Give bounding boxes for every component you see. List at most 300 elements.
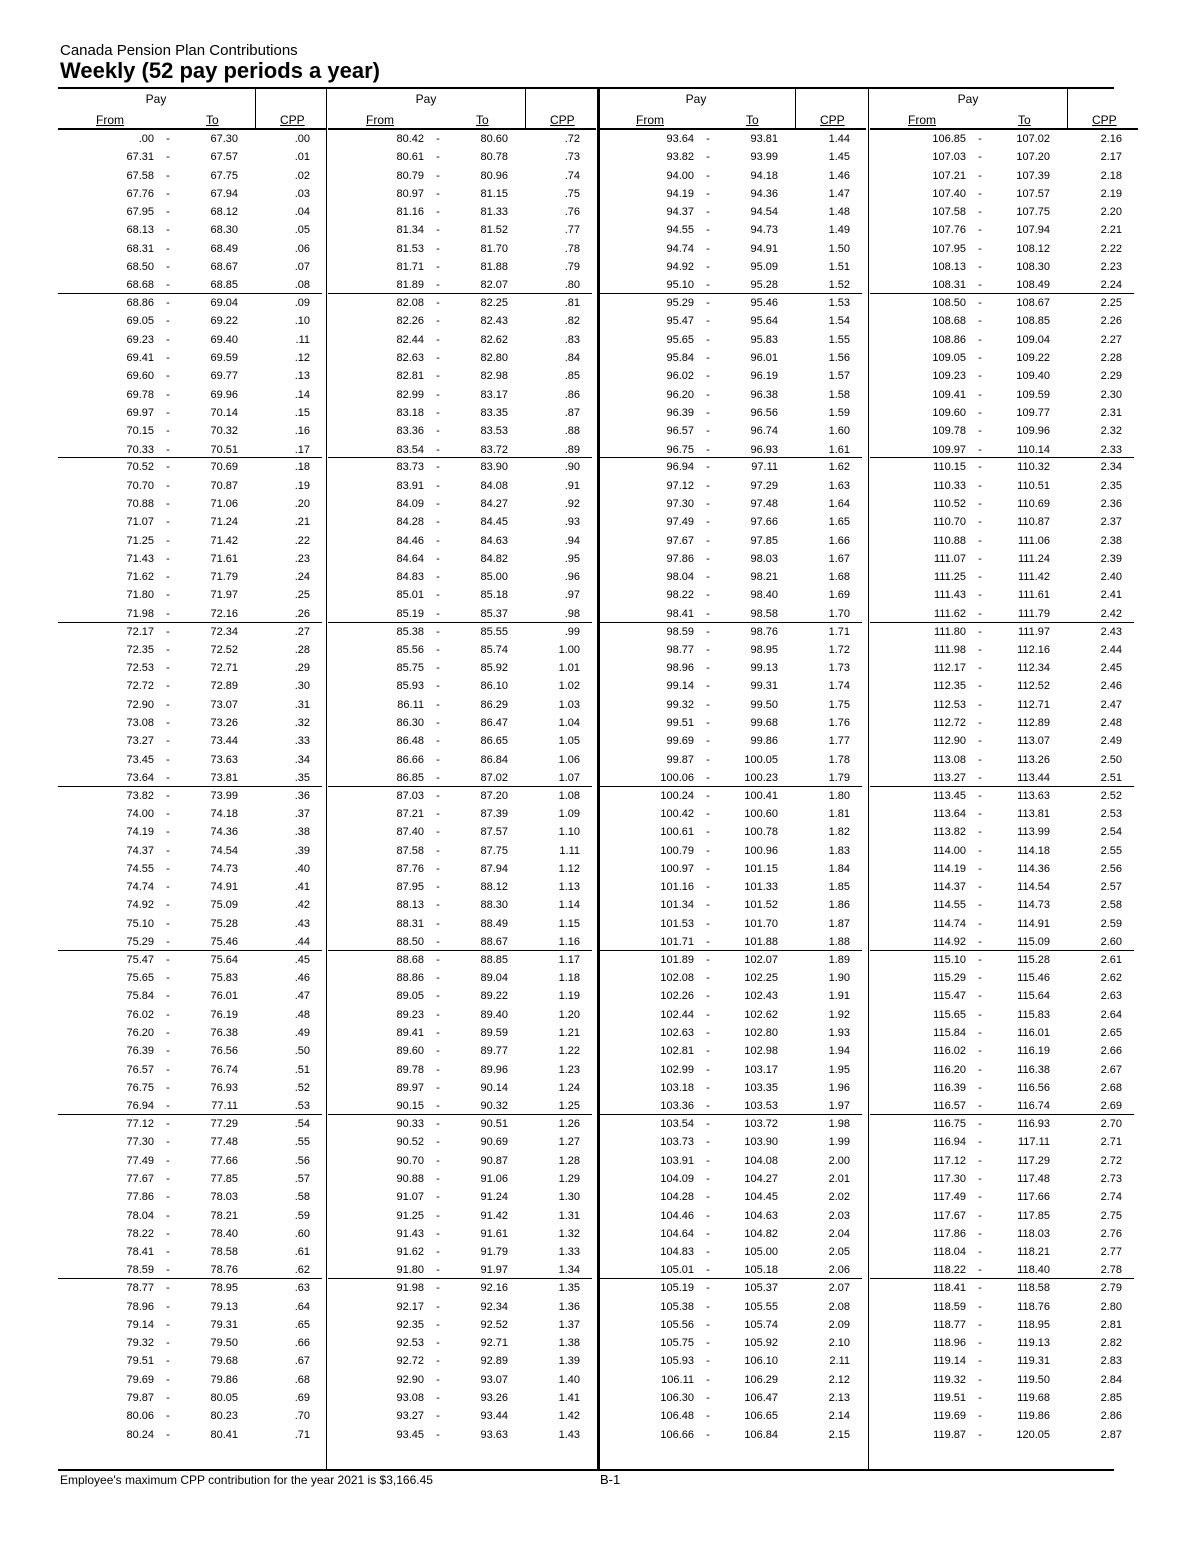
to-value: 119.50 [1017, 1373, 1050, 1386]
cpp-value: 1.26 [558, 1118, 580, 1131]
cpp-value: .55 [294, 1136, 310, 1149]
cpp-value: 2.69 [1100, 1100, 1122, 1113]
range-dash: - [436, 151, 440, 164]
range-dash: - [978, 1172, 982, 1185]
to-value: 83.35 [480, 406, 508, 419]
range-dash: - [706, 1045, 710, 1058]
from-value: 108.68 [932, 315, 966, 328]
range-dash: - [166, 589, 170, 602]
from-value: 108.50 [932, 297, 966, 310]
to-value: 114.73 [1017, 899, 1050, 912]
cpp-value: .22 [294, 534, 310, 547]
range-dash: - [166, 899, 170, 912]
from-value: 97.67 [666, 534, 694, 547]
range-dash: - [166, 735, 170, 748]
from-value: 90.33 [396, 1118, 424, 1131]
table-row [870, 805, 1134, 823]
from-value: 102.08 [660, 972, 694, 985]
from-value: 85.75 [396, 662, 424, 675]
range-dash: - [978, 936, 982, 949]
cpp-value: 1.59 [828, 406, 850, 419]
range-dash: - [706, 425, 710, 438]
range-dash: - [436, 607, 440, 620]
cpp-value: 2.60 [1100, 936, 1122, 949]
to-value: 67.75 [210, 169, 238, 182]
cpp-value: .18 [294, 461, 310, 474]
to-value: 93.26 [480, 1391, 508, 1404]
range-dash: - [436, 625, 440, 638]
range-dash: - [706, 698, 710, 711]
cpp-value: .73 [564, 151, 580, 164]
to-value: 76.01 [210, 990, 238, 1003]
cpp-value: 1.90 [828, 972, 850, 985]
from-value: 69.05 [126, 315, 154, 328]
cpp-value: 1.50 [828, 242, 850, 255]
table-row [58, 550, 322, 568]
to-value: 97.66 [750, 516, 778, 529]
from-value: 91.25 [396, 1209, 424, 1222]
from-value: 116.75 [933, 1118, 966, 1131]
from-value: 113.45 [933, 789, 966, 802]
to-value: 81.33 [480, 206, 508, 219]
to-value: 119.31 [1017, 1355, 1050, 1368]
to-value: 90.32 [480, 1100, 508, 1113]
to-value: 91.06 [480, 1172, 508, 1185]
range-dash: - [166, 187, 170, 200]
range-dash: - [166, 990, 170, 1003]
from-value: 70.52 [126, 461, 154, 474]
from-value: 93.08 [396, 1391, 424, 1404]
to-value: 87.57 [480, 826, 508, 839]
from-value: 115.65 [933, 1008, 966, 1021]
range-dash: - [436, 1391, 440, 1404]
cpp-value: 2.85 [1100, 1391, 1122, 1404]
to-value: 96.38 [750, 388, 778, 401]
cpp-value: 2.54 [1100, 826, 1122, 839]
cpp-value: .82 [564, 315, 580, 328]
to-value: 101.88 [744, 936, 778, 949]
to-value: 78.58 [210, 1246, 238, 1259]
document-title: Canada Pension Plan Contributions [60, 42, 298, 59]
to-value: 93.81 [750, 133, 778, 145]
from-value: 97.30 [666, 497, 694, 510]
from-value: 82.08 [396, 297, 424, 310]
to-value: 105.00 [744, 1246, 778, 1259]
table-row [870, 203, 1134, 221]
to-value: 111.61 [1017, 589, 1050, 602]
to-value: 74.18 [210, 807, 238, 820]
from-value: 100.79 [660, 844, 694, 857]
from-value: 96.20 [666, 388, 694, 401]
table-row [58, 367, 322, 385]
to-value: 85.37 [480, 607, 508, 620]
cpp-value: .90 [564, 461, 580, 474]
table-row [598, 1097, 862, 1115]
range-dash: - [436, 479, 440, 492]
cpp-value: 1.78 [828, 753, 850, 766]
range-dash: - [436, 370, 440, 383]
from-value: 111.98 [933, 643, 966, 656]
from-value: 91.07 [396, 1191, 424, 1204]
to-value: 113.81 [1017, 807, 1050, 820]
cpp-value: 2.42 [1100, 607, 1122, 620]
from-value: 107.95 [932, 242, 966, 255]
cpp-value: 1.15 [558, 917, 580, 930]
to-value: 80.96 [480, 169, 508, 182]
range-dash: - [166, 497, 170, 510]
range-dash: - [978, 479, 982, 492]
table-row [870, 896, 1134, 914]
range-dash: - [166, 862, 170, 875]
cpp-value: 2.44 [1100, 643, 1122, 656]
cpp-value: 1.67 [828, 552, 850, 565]
cpp-value: 1.34 [558, 1264, 580, 1277]
range-dash: - [166, 1391, 170, 1404]
from-value: 114.37 [933, 881, 966, 894]
to-value: 109.22 [1016, 352, 1050, 365]
range-dash: - [436, 1410, 440, 1423]
table-row [328, 532, 592, 550]
cpp-value: 1.42 [558, 1410, 580, 1423]
cpp-value: 2.01 [828, 1172, 850, 1185]
cpp-value: 2.07 [828, 1282, 850, 1295]
from-value: 79.51 [126, 1355, 154, 1368]
range-dash: - [706, 1337, 710, 1350]
to-value: 107.20 [1016, 151, 1050, 164]
to-value: 109.96 [1016, 425, 1050, 438]
table-row [328, 1079, 592, 1097]
to-value: 82.43 [480, 315, 508, 328]
table-row [328, 422, 592, 440]
range-dash: - [978, 953, 982, 966]
pay-header: Pay [957, 92, 979, 106]
to-value: 112.71 [1017, 698, 1050, 711]
from-value: 96.57 [666, 425, 694, 438]
range-dash: - [166, 169, 170, 182]
to-value: 109.40 [1016, 370, 1050, 383]
range-dash: - [166, 1118, 170, 1131]
to-value: 93.99 [750, 151, 778, 164]
range-dash: - [706, 1246, 710, 1259]
table-row [58, 221, 322, 239]
from-value: 98.04 [666, 571, 694, 584]
cpp-value: .83 [564, 333, 580, 346]
cpp-header: CPP [550, 113, 575, 127]
cpp-value: 1.68 [828, 571, 850, 584]
table-row [870, 787, 1134, 805]
table-row [598, 367, 862, 385]
table-row [58, 696, 322, 714]
range-dash: - [706, 1373, 710, 1386]
to-value: 86.29 [480, 698, 508, 711]
table-row [598, 240, 862, 258]
from-value: 107.40 [932, 187, 966, 200]
table-row [870, 495, 1134, 513]
to-value: 73.07 [210, 698, 238, 711]
cpp-value: 2.27 [1100, 333, 1122, 346]
table-row [870, 1243, 1134, 1261]
to-value: 79.31 [210, 1318, 238, 1331]
to-value: 98.95 [750, 643, 778, 656]
to-value: 107.57 [1016, 187, 1050, 200]
cpp-value: 2.32 [1100, 425, 1122, 438]
cpp-value: 1.72 [828, 643, 850, 656]
from-value: 102.26 [660, 990, 694, 1003]
table-row [598, 312, 862, 330]
table-panel [328, 89, 596, 1441]
range-dash: - [166, 315, 170, 328]
range-dash: - [978, 224, 982, 237]
cpp-value: 1.20 [558, 1008, 580, 1021]
cpp-value: 1.46 [828, 169, 850, 182]
cpp-value: .37 [294, 807, 310, 820]
from-value: 117.86 [933, 1227, 966, 1240]
to-value: 102.98 [744, 1045, 778, 1058]
range-dash: - [436, 571, 440, 584]
table-row [870, 1426, 1134, 1444]
range-dash: - [978, 643, 982, 656]
range-dash: - [978, 1063, 982, 1076]
to-value: 79.50 [210, 1337, 238, 1350]
to-value: 71.06 [210, 497, 238, 510]
to-value: 111.79 [1017, 607, 1050, 620]
table-row [598, 823, 862, 841]
cpp-value: 2.33 [1100, 443, 1122, 456]
to-value: 112.34 [1017, 662, 1050, 675]
to-value: 96.01 [750, 352, 778, 365]
to-value: 117.11 [1017, 1136, 1050, 1149]
to-value: 115.83 [1017, 1008, 1050, 1021]
from-value: 90.70 [396, 1154, 424, 1167]
table-row [328, 1042, 592, 1060]
range-dash: - [978, 1081, 982, 1094]
cpp-value: .68 [294, 1373, 310, 1386]
from-value: 116.94 [933, 1136, 966, 1149]
cpp-value: 1.79 [828, 771, 850, 784]
table-row [870, 1352, 1134, 1370]
cpp-value: 1.03 [558, 698, 580, 711]
range-dash: - [706, 680, 710, 693]
cpp-value: .87 [564, 406, 580, 419]
table-row [58, 258, 322, 276]
from-value: 84.83 [396, 571, 424, 584]
range-dash: - [436, 552, 440, 565]
to-value: 112.89 [1017, 717, 1050, 729]
cpp-value: 1.85 [828, 881, 850, 894]
from-value: 105.19 [660, 1282, 694, 1295]
range-dash: - [706, 789, 710, 802]
cpp-value: 1.66 [828, 534, 850, 547]
to-value: 93.07 [480, 1373, 508, 1386]
to-value: 111.06 [1017, 534, 1050, 547]
cpp-value: .06 [294, 242, 310, 255]
table-row [58, 1316, 322, 1334]
cpp-value: 2.48 [1100, 717, 1122, 729]
range-dash: - [166, 1172, 170, 1185]
range-dash: - [978, 406, 982, 419]
range-dash: - [706, 1282, 710, 1295]
table-row [598, 751, 862, 769]
cpp-value: 2.58 [1100, 899, 1122, 912]
table-row [58, 1207, 322, 1225]
from-value: 86.66 [396, 753, 424, 766]
cpp-value: .07 [294, 261, 310, 274]
from-value: 77.86 [126, 1191, 154, 1204]
from-value: 71.62 [126, 571, 154, 584]
from-value: 68.86 [126, 297, 154, 310]
cpp-value: 1.05 [558, 735, 580, 748]
cpp-value: .75 [564, 187, 580, 200]
to-value: 100.96 [744, 844, 778, 857]
panel-header [58, 89, 326, 129]
cpp-value: .20 [294, 497, 310, 510]
table-row [598, 148, 862, 166]
cpp-value: 1.75 [828, 698, 850, 711]
from-value: 82.81 [396, 370, 424, 383]
to-value: 116.74 [1017, 1100, 1050, 1113]
table-row [58, 987, 322, 1005]
cpp-value: 1.41 [558, 1391, 580, 1404]
from-value: 102.99 [660, 1063, 694, 1076]
range-dash: - [706, 206, 710, 219]
from-value: 111.62 [933, 607, 966, 620]
range-dash: - [978, 1246, 982, 1259]
range-dash: - [166, 1355, 170, 1368]
cpp-value: 2.12 [828, 1373, 850, 1386]
from-value: 95.84 [666, 352, 694, 365]
table-row [58, 349, 322, 367]
from-value: 117.12 [933, 1154, 966, 1167]
to-value: 81.88 [480, 261, 508, 274]
pay-header: Pay [685, 92, 707, 106]
to-value: 78.95 [210, 1282, 238, 1295]
from-value: 72.17 [126, 625, 154, 638]
to-value: 101.33 [744, 881, 778, 894]
range-dash: - [706, 370, 710, 383]
to-value: 100.60 [744, 807, 778, 820]
table-row [58, 1061, 322, 1079]
cpp-value: 2.38 [1100, 534, 1122, 547]
table-row [598, 477, 862, 495]
bottom-rule [58, 1469, 1114, 1471]
to-value: 111.24 [1017, 552, 1050, 565]
range-dash: - [706, 571, 710, 584]
cpp-value: 2.66 [1100, 1045, 1122, 1058]
from-value: 85.56 [396, 643, 424, 656]
cpp-value: 1.27 [558, 1136, 580, 1149]
from-value: 111.80 [933, 625, 966, 638]
table-row [328, 987, 592, 1005]
from-value: 90.15 [396, 1100, 424, 1113]
from-value: 111.07 [933, 552, 966, 565]
range-dash: - [436, 917, 440, 930]
from-value: 100.06 [660, 771, 694, 784]
range-dash: - [978, 1118, 982, 1131]
from-value: 94.37 [666, 206, 694, 219]
to-value: 82.98 [480, 370, 508, 383]
to-value: 84.27 [480, 497, 508, 510]
from-value: 99.32 [666, 698, 694, 711]
table-row [328, 732, 592, 750]
to-value: 78.21 [210, 1209, 238, 1222]
cpp-value: 2.31 [1100, 406, 1122, 419]
from-value: 118.77 [933, 1318, 966, 1331]
from-value: 109.23 [932, 370, 966, 383]
cpp-value: .38 [294, 826, 310, 839]
from-value: 80.97 [396, 187, 424, 200]
range-dash: - [978, 1355, 982, 1368]
cpp-value: .12 [294, 352, 310, 365]
from-value: 77.49 [126, 1154, 154, 1167]
range-dash: - [436, 1081, 440, 1094]
range-dash: - [978, 789, 982, 802]
cpp-value: 1.62 [828, 461, 850, 474]
to-value: 117.29 [1017, 1154, 1050, 1167]
range-dash: - [706, 662, 710, 675]
from-value: 71.43 [126, 552, 154, 565]
table-row [870, 915, 1134, 933]
cpp-value: 1.91 [828, 990, 850, 1003]
from-value: 81.53 [396, 242, 424, 255]
from-value: 97.86 [666, 552, 694, 565]
table-row [870, 677, 1134, 695]
to-value: 114.91 [1017, 917, 1050, 930]
range-dash: - [436, 789, 440, 802]
table-row [598, 422, 862, 440]
range-dash: - [706, 461, 710, 474]
cpp-value: 2.86 [1100, 1410, 1122, 1423]
table-row [58, 969, 322, 987]
table-row [58, 641, 322, 659]
from-value: 88.13 [396, 899, 424, 912]
table-row [58, 1334, 322, 1352]
to-value: 75.83 [210, 972, 238, 985]
to-value: 84.45 [480, 516, 508, 529]
range-dash: - [166, 1300, 170, 1313]
range-dash: - [706, 1154, 710, 1167]
cpp-value: 1.30 [558, 1191, 580, 1204]
from-value: 67.58 [126, 169, 154, 182]
from-value: 86.30 [396, 717, 424, 729]
to-value: 118.76 [1017, 1300, 1050, 1313]
cpp-value: .15 [294, 406, 310, 419]
cpp-value: 2.16 [1100, 133, 1122, 145]
to-value: 116.38 [1017, 1063, 1050, 1076]
cpp-value: 1.17 [558, 953, 580, 966]
table-row [328, 1298, 592, 1316]
table-row [870, 1170, 1134, 1188]
to-value: 72.89 [210, 680, 238, 693]
table-row [598, 1042, 862, 1060]
to-value: 109.77 [1016, 406, 1050, 419]
range-dash: - [706, 771, 710, 784]
from-value: 108.13 [932, 261, 966, 274]
from-value: 97.49 [666, 516, 694, 529]
range-dash: - [436, 1318, 440, 1331]
to-value: 98.21 [750, 571, 778, 584]
cpp-value: 2.82 [1100, 1337, 1122, 1350]
table-row [328, 458, 592, 476]
range-dash: - [706, 1391, 710, 1404]
to-value: 99.68 [750, 717, 778, 729]
from-value: 80.24 [126, 1428, 154, 1441]
to-value: 103.35 [744, 1081, 778, 1094]
cpp-value: 2.71 [1100, 1136, 1122, 1149]
header-divider [525, 89, 526, 129]
cpp-value: .30 [294, 680, 310, 693]
from-value: 96.94 [666, 461, 694, 474]
table-row [328, 513, 592, 531]
